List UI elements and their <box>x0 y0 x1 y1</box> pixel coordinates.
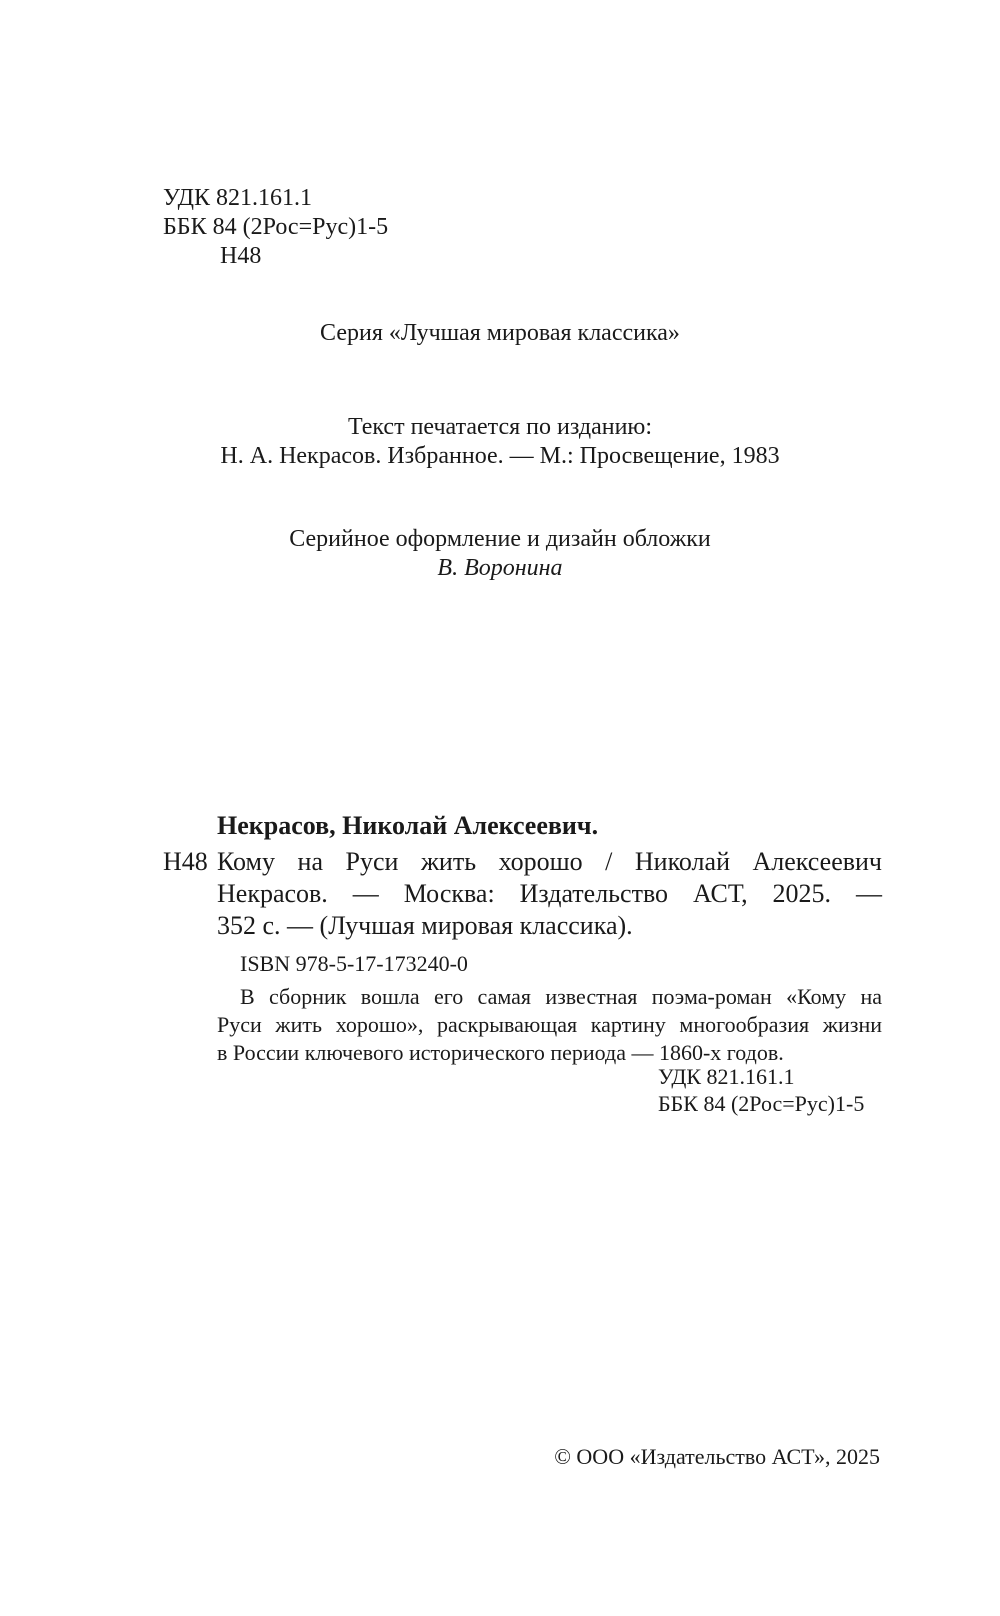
description-line: Кому на Руси жить хорошо / Николай Алексеевич <box>217 847 882 876</box>
annotation-line: В сборник вошла его самая известная поэма-роман «Кому на <box>240 984 882 1009</box>
author-heading: Некрасов, Николай Алексеевич. <box>217 811 599 840</box>
description-line: 352 с. — (Лучшая мировая классика). <box>217 911 633 940</box>
series-title: Серия «Лучшая мировая классика» <box>320 320 680 346</box>
annotation <box>217 983 882 1067</box>
isbn: ISBN 978-5-17-173240-0 <box>240 951 468 976</box>
annotation-line: в России ключевого исторического периода — 1860-х годов. <box>217 1040 784 1065</box>
udk-code: УДК 821.161.1 <box>163 185 312 211</box>
annotation-line: Руси жить хорошо», раскрывающая картину многообразия жизни <box>217 1012 882 1037</box>
udk-code-record: УДК 821.161.1 <box>658 1064 795 1089</box>
bbk-code: ББК 84 (2Рос=Рус)1-5 <box>163 214 389 240</box>
description-line: Некрасов. — Москва: Издательство АСТ, 2025. — <box>217 879 882 908</box>
author-sign-record: Н48 <box>163 847 208 876</box>
bbk-code-record: ББК 84 (2Рос=Рус)1-5 <box>658 1091 865 1116</box>
author-sign: Н48 <box>220 243 262 269</box>
bibliographic-description <box>217 846 882 942</box>
source-edition-label: Текст печатается по изданию: <box>347 414 653 440</box>
design-credit-label: Серийное оформление и дизайн обложки <box>289 526 711 552</box>
copyright-notice: © ООО «Издательство АСТ», 2025 <box>554 1444 880 1469</box>
designer-name: В. Воронина <box>437 555 563 581</box>
source-edition: Н. А. Некрасов. Избранное. — М.: Просвещение, 1983 <box>220 443 780 469</box>
